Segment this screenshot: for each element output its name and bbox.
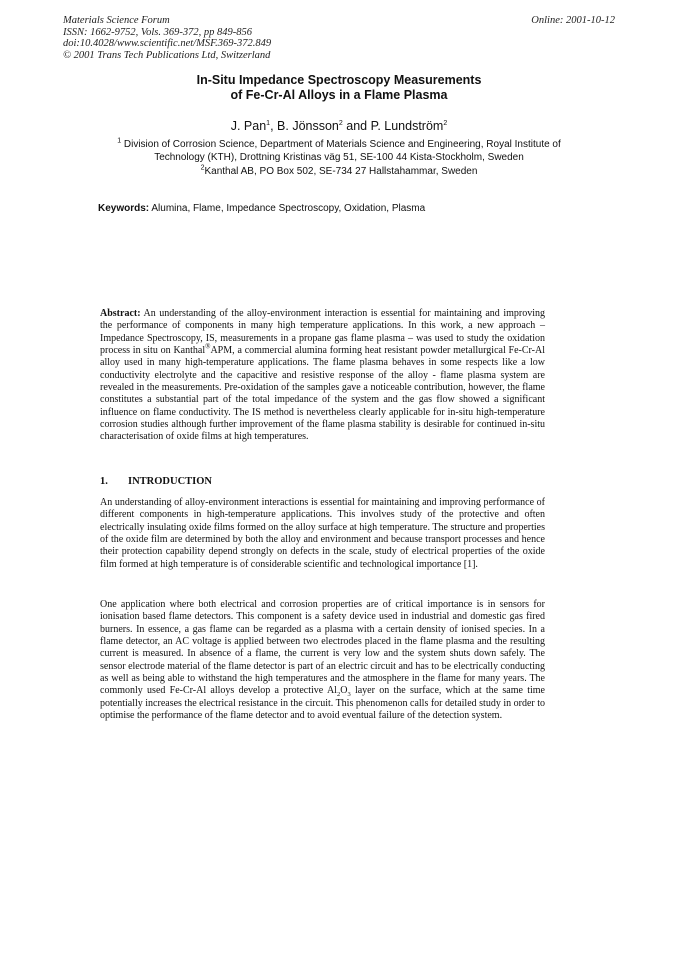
paragraph-2-text-2: layer on the surface, which at the same time potentially increases the electrical resistance in the circuit. This phenomenon calls for detailed study in order to optimise the performance of the flame detector and to avoid eventual failure of the detection system.: [100, 685, 545, 722]
author-2-affil: 2: [338, 119, 343, 127]
publication-info: [63, 15, 271, 61]
affiliation-2-text: Kanthal AB, PO Box 502, SE-734 27 Hallstahammar, Sweden: [204, 166, 478, 177]
keywords-text: Alumina, Flame, Impedance Spectroscopy, Oxidation, Plasma: [151, 203, 426, 214]
abstract: [100, 308, 545, 444]
author-3-affil: 2: [443, 119, 448, 127]
issn-line: ISSN: 1662-9752, Vols. 369-372, pp 849-856: [63, 26, 252, 38]
section-number: 1.: [100, 476, 108, 487]
affiliation-2: [100, 166, 578, 179]
section-heading-introduction: [100, 476, 212, 487]
author-1: J. Pan: [230, 119, 267, 133]
abstract-text-2: APM, a commercial alumina forming heat resistant powder metallurgical Fe-Cr-Al alloy used in many high-temperature applications. The flame plasma behaves in some respects like a low conductivity electrolyte and the capacitive and resistive response of the alloy - flame plasma system are revealed in the measurements. Pre-oxidation of the samples gave a noticeable contribution, however, the flame constitutes a substantial part of the total impedance of the system and the gas flow showed a significant influence on flame conductivity. The IS method is nevertheless clearly applicable for in-situ high-temperature corrosion studies although further improvement of the flame plasma stability is desirable for continued in-situ characterisation of oxide films at high temperatures.: [100, 345, 545, 443]
abstract-label: Abstract:: [100, 308, 141, 319]
abstract-text-1: An understanding of the alloy-environment interaction is essential for maintaining and improving the performance of components in many high temperature applications. In this work, a new approach – Impedance Spectroscopy, IS, measurements in a propane gas flame plasma – was used to study the oxidation process in situ on Kanthal: [100, 308, 546, 357]
title-line-1: In-Situ Impedance Spectroscopy Measurements: [196, 73, 482, 87]
affiliation-1-text: Division of Corrosion Science, Department of Materials Science and Engineering, Royal Institute of Technology (KTH), Drottning Kristinas väg 51, SE-100 44 Kista-Stockholm, Sweden: [123, 139, 561, 163]
introduction-paragraph-1: An understanding of alloy-environment interactions is essential for maintaining and improving performance of different components in high-temperature applications. This involves study of the protective and often electrically insulating oxide films formed on the alloy surface at high temperature. The structure and properties of the oxide film are determined by both the alloy and environment and because transport processes and hence their protection capability depend strongly on defects in the scale, study of electrical properties of the oxide film formed at high temperature is of considerable scientific and technological importance [1].: [100, 497, 545, 570]
introduction-paragraph-2: [100, 599, 545, 722]
copyright-line: © 2001 Trans Tech Publications Ltd, Switzerland: [63, 49, 271, 61]
online-date: Online: 2001-10-12: [531, 15, 615, 26]
affiliation-2-mark: 2: [200, 164, 205, 172]
author-and: and: [346, 119, 368, 133]
title-line-2: of Fe-Cr-Al Alloys in a Flame Plasma: [230, 88, 448, 102]
formula-sub-3: 3: [347, 691, 351, 699]
formula-oxygen: O: [340, 685, 348, 697]
paper-title: [0, 73, 678, 103]
keywords: [98, 203, 425, 214]
affiliation-1: [100, 139, 578, 164]
registered-mark: ®: [205, 342, 211, 351]
paragraph-2-text-1: One application where both electrical and corrosion properties are of critical importance is in sensors for ionisation based flame detectors. This component is a safety device used in industrial and domestic gas fired burners. In essence, a gas flame can be regarded as a plasma with a certain density of ionised species. In a flame detector, an AC voltage is applied between two electrodes placed in the flame plasma and the resulting current is measured. In absence of a flame, the current is very low and the system shuts down safely. The sensor electrode material of the flame detector is part of an electric circuit and has to be electrically conducting as well as being able to withstand the high temperatures and the atmosphere in the flame for many years. The commonly used Fe-Cr-Al alloys develop a protective Al: [100, 599, 545, 697]
formula-sub-2: 2: [336, 691, 341, 699]
author-1-affil: 1: [266, 119, 271, 127]
author-list: J. Pan$^1$, B. Jönsson$^2$ and P. Lundström$^2$: [230, 119, 448, 133]
keywords-label: Keywords:: [98, 203, 150, 214]
author-2: B. Jönsson: [277, 119, 339, 133]
doi-line: doi:10.4028/www.scientific.net/MSF.369-372.849: [63, 38, 272, 50]
journal-name: Materials Science Forum: [63, 15, 170, 26]
section-title: INTRODUCTION: [128, 476, 213, 487]
affiliation-1-mark: 1: [117, 137, 122, 145]
author-3: P. Lundström: [370, 119, 444, 133]
